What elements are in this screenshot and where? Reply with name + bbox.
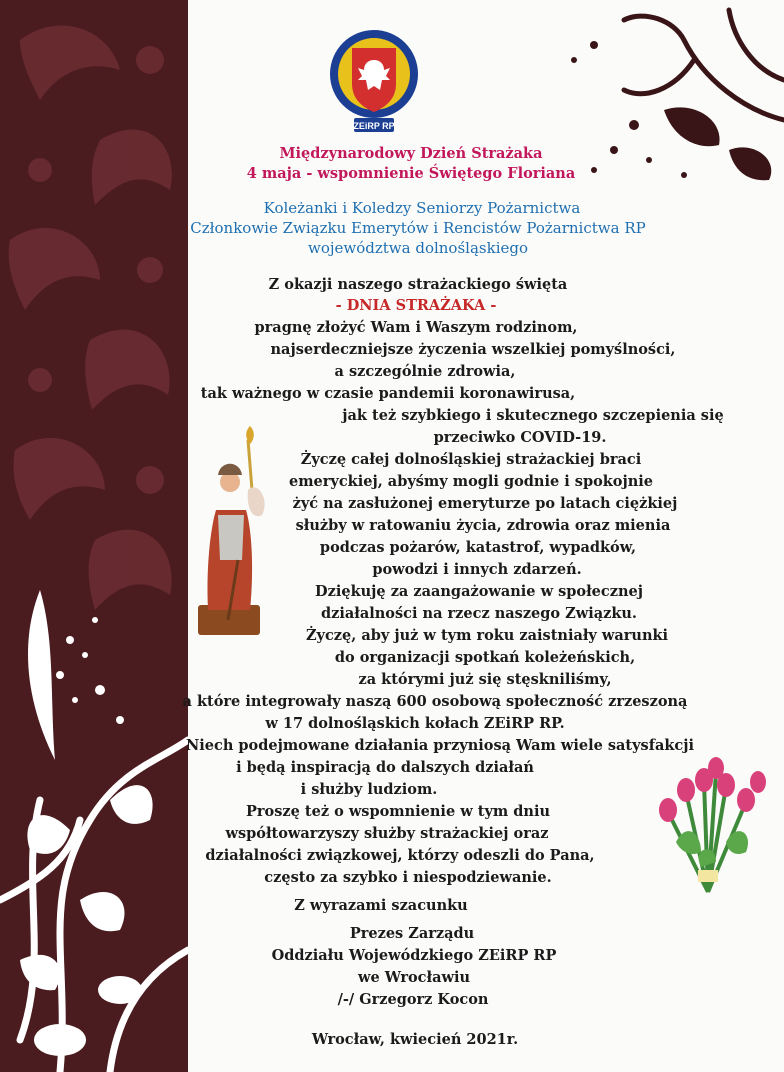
- body-line: pragnę złożyć Wam i Waszym rodzinom,: [254, 319, 578, 336]
- closing-regards: Z wyrazami szacunku: [294, 897, 468, 914]
- body-line: powodzi i innych zdarzeń.: [372, 561, 582, 578]
- header-line-2: 4 maja - wspomnienie Świętego Floriana: [246, 165, 576, 182]
- tulip-bouquet-image: [646, 752, 776, 902]
- body-line: przeciwko COVID-19.: [433, 429, 607, 446]
- swirl-ornament: [554, 0, 784, 220]
- body-line: a które integrowały naszą 600 osobową społeczność zrzeszoną: [182, 693, 688, 710]
- body-line: Życzę całej dolnośląskiej strażackiej braci: [300, 451, 642, 468]
- body-line: Dziękuję za zaangażowanie w społecznej: [315, 583, 643, 600]
- body-line: w 17 dolnośląskich kołach ZEiRP RP.: [265, 715, 565, 732]
- signer-title-2: Oddziału Wojewódzkiego ZEiRP RP: [271, 947, 557, 964]
- body-line: współtowarzyszy służby strażackiej oraz: [225, 825, 549, 842]
- fire-brigade-emblem: [328, 24, 420, 136]
- body-line: Życzę, aby już w tym roku zaistniały warunki: [305, 627, 669, 644]
- body-line: a szczególnie zdrowia,: [334, 363, 516, 380]
- emblem-text: ZEiRP RP: [353, 121, 395, 131]
- body-line: za którymi już się stęskniliśmy,: [358, 671, 612, 688]
- header-line-1: Międzynarodowy Dzień Strażaka: [279, 145, 543, 162]
- body-line: i służby ludziom.: [300, 781, 438, 798]
- body-line: służby w ratowaniu życia, zdrowia oraz mienia: [295, 517, 671, 534]
- body-line: jak też szybkiego i skutecznego szczepienia się: [342, 407, 724, 424]
- left-decorative-band: [0, 0, 188, 1072]
- place-and-date: Wrocław, kwiecień 2021r.: [311, 1031, 519, 1048]
- body-line: do organizacji spotkań koleżeńskich,: [334, 649, 636, 666]
- signature: /-/ Grzegorz Kocon: [337, 991, 489, 1008]
- body-line: emeryckiej, abyśmy mogli godnie i spokojnie: [288, 473, 654, 490]
- body-line: żyć na zasłużonej emeryturze po latach ciężkiej: [292, 495, 678, 512]
- addressee-line-3: województwa dolnośląskiego: [307, 239, 529, 257]
- saint-florian-statue-image: [188, 420, 278, 645]
- body-line: Z okazji naszego strażackiego święta: [268, 276, 568, 293]
- addressee-line-2: Członkowie Związku Emerytów i Rencistów Pożarnictwa RP: [190, 219, 646, 237]
- body-line: często za szybko i niespodziewanie.: [264, 869, 552, 886]
- body-line: i będą inspiracją do dalszych działań: [236, 759, 534, 776]
- floral-pattern: [0, 0, 188, 1072]
- signer-title-3: we Wrocławiu: [357, 969, 471, 986]
- signer-title-1: Prezes Zarządu: [349, 925, 475, 942]
- body-line: Proszę też o wspomnienie w tym dniu: [246, 803, 550, 820]
- addressee-line-1: Koleżanki i Koledzy Seniorzy Pożarnictwa: [263, 199, 581, 217]
- body-line: działalności związkowej, którzy odeszli do Pana,: [205, 847, 595, 864]
- body-line: najserdeczniejsze życzenia wszelkiej pomyślności,: [270, 341, 676, 358]
- body-line: działalności na rzecz naszego Związku.: [321, 605, 637, 622]
- body-line: tak ważnego w czasie pandemii koronawirusa,: [200, 385, 576, 402]
- body-line: podczas pożarów, katastrof, wypadków,: [319, 539, 637, 556]
- body-line-highlight: - DNIA STRAŻAKA -: [335, 297, 497, 314]
- body-line: Niech podejmowane działania przyniosą Wam wiele satysfakcji: [186, 737, 694, 754]
